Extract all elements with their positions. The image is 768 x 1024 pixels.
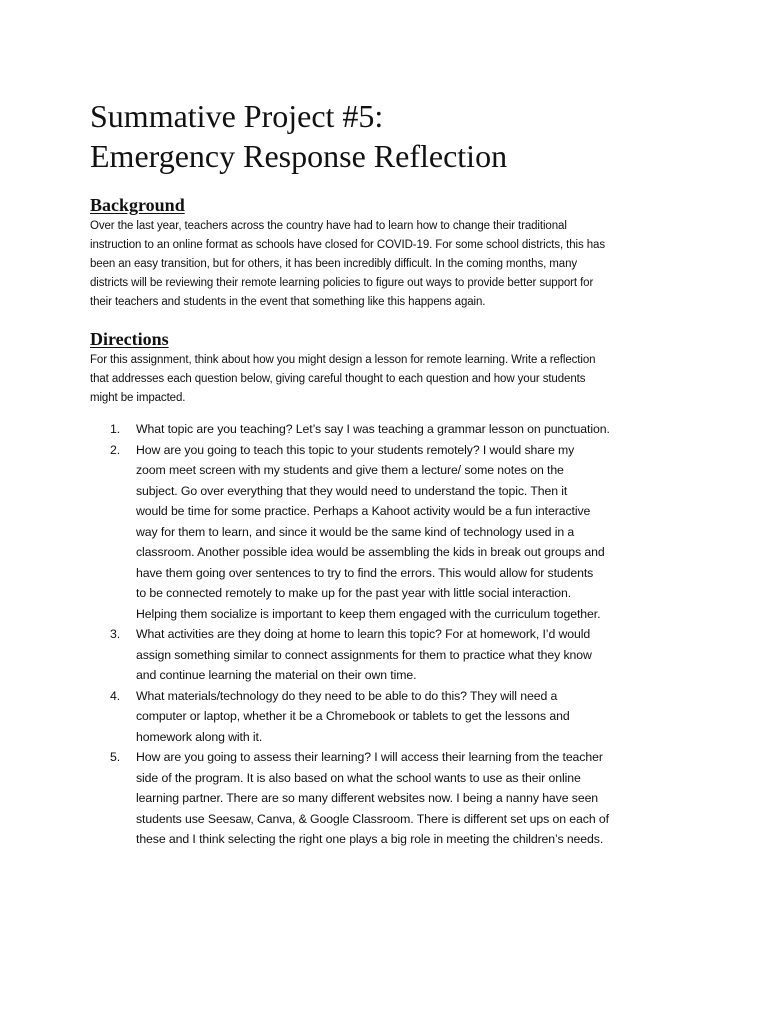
list-item-line: side of the program. It is also based on what the school wants to use as their online <box>136 770 581 785</box>
directions-heading: Directions <box>90 329 169 349</box>
list-item-number: 3. <box>110 627 121 641</box>
list-item-line: and continue learning the material on their own time. <box>136 668 417 682</box>
background-heading: Background <box>90 195 185 215</box>
list-item-number: 1. <box>110 422 121 436</box>
list-item-line: assign something similar to connect assignments for them to practice what they know <box>136 647 592 662</box>
question-list <box>110 419 690 850</box>
list-item-line: What topic are you teaching? Let’s say I was teaching a grammar lesson on punctuation. <box>136 422 610 436</box>
list-item-line: computer or laptop, whether it be a Chromebook or tablets to get the lessons and <box>136 709 570 723</box>
list-item-line: How are you going to assess their learning? I will access their learning from the teacher <box>136 750 603 764</box>
list-item-line: subject. Go over everything that they would need to understand the topic. Then it <box>136 483 568 498</box>
list-item <box>110 440 690 625</box>
document-title <box>90 96 710 176</box>
list-item-line: way for them to learn, and since it would be the same kind of technology used in a <box>136 524 575 539</box>
paragraph-line: For this assignment, think about how you might design a lesson for remote learning. Write a reflection <box>90 354 596 366</box>
paragraph-line: their teachers and students in the event that something like this happens again. <box>90 296 486 308</box>
paragraph-line: been an easy transition, but for others, it has been incredibly difficult. In the coming months, many <box>90 258 578 270</box>
list-item-line: homework along with it. <box>136 729 263 744</box>
list-item <box>110 624 690 686</box>
paragraph-line: Over the last year, teachers across the country have had to learn how to change their traditional <box>90 220 567 232</box>
list-item-line: to be connected remotely to make up for the past year with little social interaction. <box>136 586 572 600</box>
list-item <box>110 686 690 748</box>
list-item-line: would be time for some practice. Perhaps a Kahoot activity would be a fun interactive <box>136 504 591 518</box>
list-item-line: What activities are they doing at home to learn this topic? For at homework, I’d would <box>136 627 591 641</box>
paragraph-line: instruction to an online format as schools have closed for COVID-19. For some school districts, this has <box>90 239 605 251</box>
list-item <box>110 419 690 440</box>
paragraph-line: might be impacted. <box>90 392 186 404</box>
paragraph-line: districts will be reviewing their remote learning policies to figure out ways to provide better support for <box>90 277 594 289</box>
list-item-line: these and I think selecting the right one plays a big role in meeting the children’s needs. <box>136 832 604 846</box>
list-item <box>110 747 690 850</box>
list-item-line: learning partner. There are so many different websites now. I being a nanny have seen <box>136 791 599 805</box>
list-item-line: students use Seesaw, Canva, & Google Classroom. There is different set ups on each of <box>136 811 609 826</box>
list-item-number: 2. <box>110 442 121 457</box>
list-item-number: 4. <box>110 688 121 703</box>
list-item-line: zoom meet screen with my students and give them a lecture/ some notes on the <box>136 463 564 477</box>
background-paragraph <box>90 217 690 312</box>
directions-paragraph <box>90 351 690 408</box>
paragraph-line: that addresses each question below, giving careful thought to each question and how your students <box>90 373 586 385</box>
list-item-line: Helping them socialize is important to keep them engaged with the curriculum together. <box>136 606 601 621</box>
title-line-2: Emergency Response Reflection <box>90 138 508 174</box>
list-item-line: have them going over sentences to try to find the errors. This would allow for students <box>136 565 594 580</box>
title-line-1: Summative Project #5: <box>90 98 384 134</box>
list-item-line: What materials/technology do they need to be able to do this? They will need a <box>136 688 558 703</box>
list-item-number: 5. <box>110 750 121 764</box>
list-item-line: classroom. Another possible idea would be assembling the kids in break out groups and <box>136 545 605 559</box>
list-item-line: How are you going to teach this topic to your students remotely? I would share my <box>136 442 575 457</box>
